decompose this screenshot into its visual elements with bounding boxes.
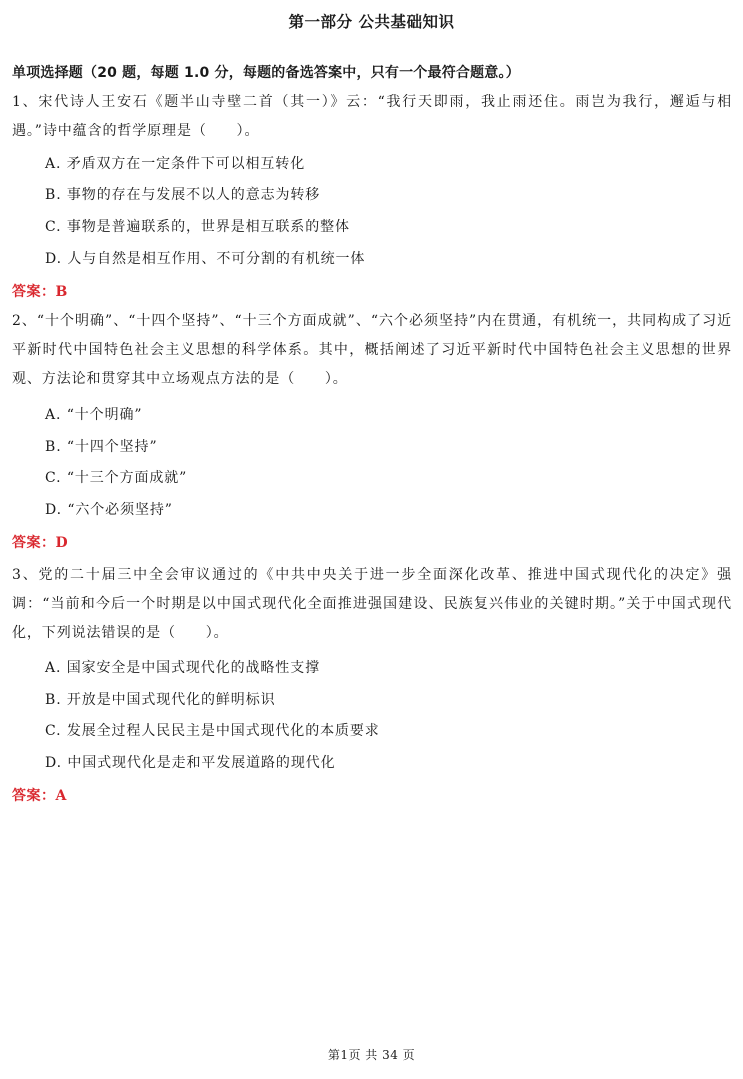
question-3-option-a: A. 国家安全是中国式现代化的战略性支撑 [45,660,321,676]
question-1-option-d: D. 人与自然是相互作用、不可分割的有机统一体 [45,251,366,267]
question-3-stem: 3、党的二十届三中全会审议通过的《中共中央关于进一步全面深化改革、推进中国式现代化的决定》强调：“当前和今后一个时期是以中国式现代化全面推进强国建设、民族复兴伟业的关键时期。”关于中国式现代化，下列说法错误的是（ ）。 [12,567,732,641]
question-3-option-d: D. 中国式现代化是走和平发展道路的现代化 [45,755,336,771]
question-2-option-d: D. “六个必须坚持” [45,502,173,518]
question-2-option-c: C. “十三个方面成就” [45,470,188,486]
question-1-stem: 1、宋代诗人王安石《题半山寺壁二首（其一）》云：“我行天即雨，我止雨还住。雨岂为我行，邂逅与相遇。”诗中蕴含的哲学原理是（ ）。 [12,94,732,139]
question-3-option-b: B. 开放是中国式现代化的鲜明标识 [45,692,276,708]
page-number-footer: 第1页 共 34 页 [327,1048,416,1062]
question-2-stem: 2、“十个明确”、“十四个坚持”、“十三个方面成就”、“六个必须坚持”内在贯通，有机统一，共同构成了习近平新时代中国特色社会主义思想的科学体系。其中，概括阐述了习近平新时代中国特色社会主义思想的世界观、方法论和贯穿其中立场观点方法的是（ ）。 [12,313,732,387]
question-2-option-b: B. “十四个坚持” [45,439,158,455]
question-2-option-a: A. “十个明确” [45,407,143,423]
question-3-option-c: C. 发展全过程人民民主是中国式现代化的本质要求 [45,723,380,739]
question-2-answer: 答案：D [12,535,69,551]
question-1-option-b: B. 事物的存在与发展不以人的意志为转移 [45,187,321,203]
question-3-answer: 答案：A [12,788,67,804]
question-1-option-a: A. 矛盾双方在一定条件下可以相互转化 [45,156,306,172]
question-1-answer: 答案：B [12,284,68,300]
page-title: 第一部分 公共基础知识 [288,13,455,31]
question-1-option-c: C. 事物是普遍联系的，世界是相互联系的整体 [45,219,350,235]
section-heading: 单项选择题（20 题，每题 1.0 分，每题的备选答案中，只有一个最符合题意。） [12,65,520,81]
